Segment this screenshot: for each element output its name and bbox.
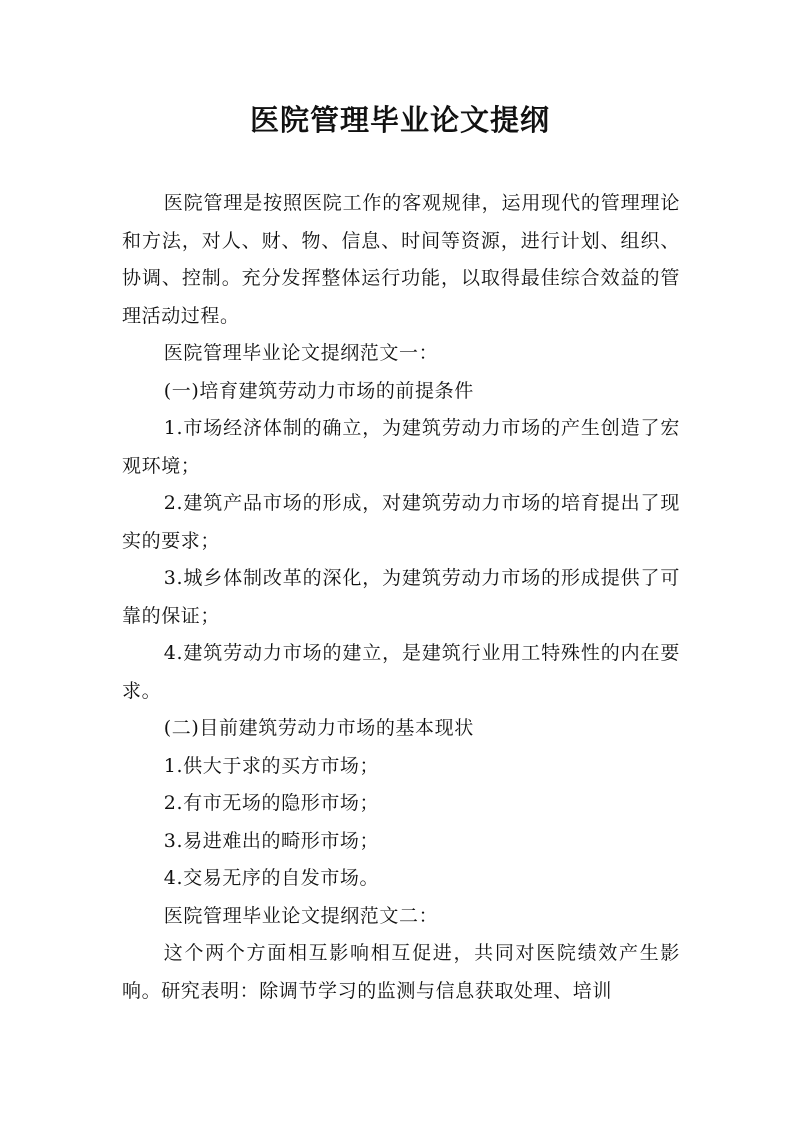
document-body [122,185,680,1010]
section-heading-2: (二)目前建筑劳动力市场的基本现状 [163,717,474,739]
section-heading-1: (一)培育建筑劳动力市场的前提条件 [163,379,474,402]
intro-paragraph: 医院管理是按照医院工作的客观规律，运用现代的管理理论和方法，对人、财、物、信息、时间等资源，进行计划、组织、协调、控制。充分发挥整体运行功能，以取得最佳综合效益的管理活动过程。 [122,192,680,327]
list-item: 1.市场经济体制的确立，为建筑劳动力市场的产生创造了宏观环境； [122,417,680,477]
list-item: 2.建筑产品市场的形成，对建筑劳动力市场的培育提出了现实的要求； [122,492,680,552]
sample-two-heading: 医院管理毕业论文提纲范文二： [163,904,439,927]
list-item: 4.交易无序的自发市场。 [163,867,380,889]
list-item: 3.城乡体制改革的深化，为建筑劳动力市场的形成提供了可靠的保证； [122,567,680,627]
list-item: 4.建筑劳动力市场的建立，是建筑行业用工特殊性的内在要求。 [122,642,680,702]
list-item: 3.易进难出的畸形市场； [163,829,380,852]
sample-one-heading: 医院管理毕业论文提纲范文一： [163,342,439,364]
document-title: 医院管理毕业论文提纲 [249,103,550,137]
body-paragraph: 这个两个方面相互影响相互促进，共同对医院绩效产生影响。研究表明：除调节学习的监测与信息获取处理、培训 [122,942,680,1002]
list-item: 1.供大于求的买方市场； [163,754,380,777]
list-item: 2.有市无场的隐形市场； [163,792,380,814]
